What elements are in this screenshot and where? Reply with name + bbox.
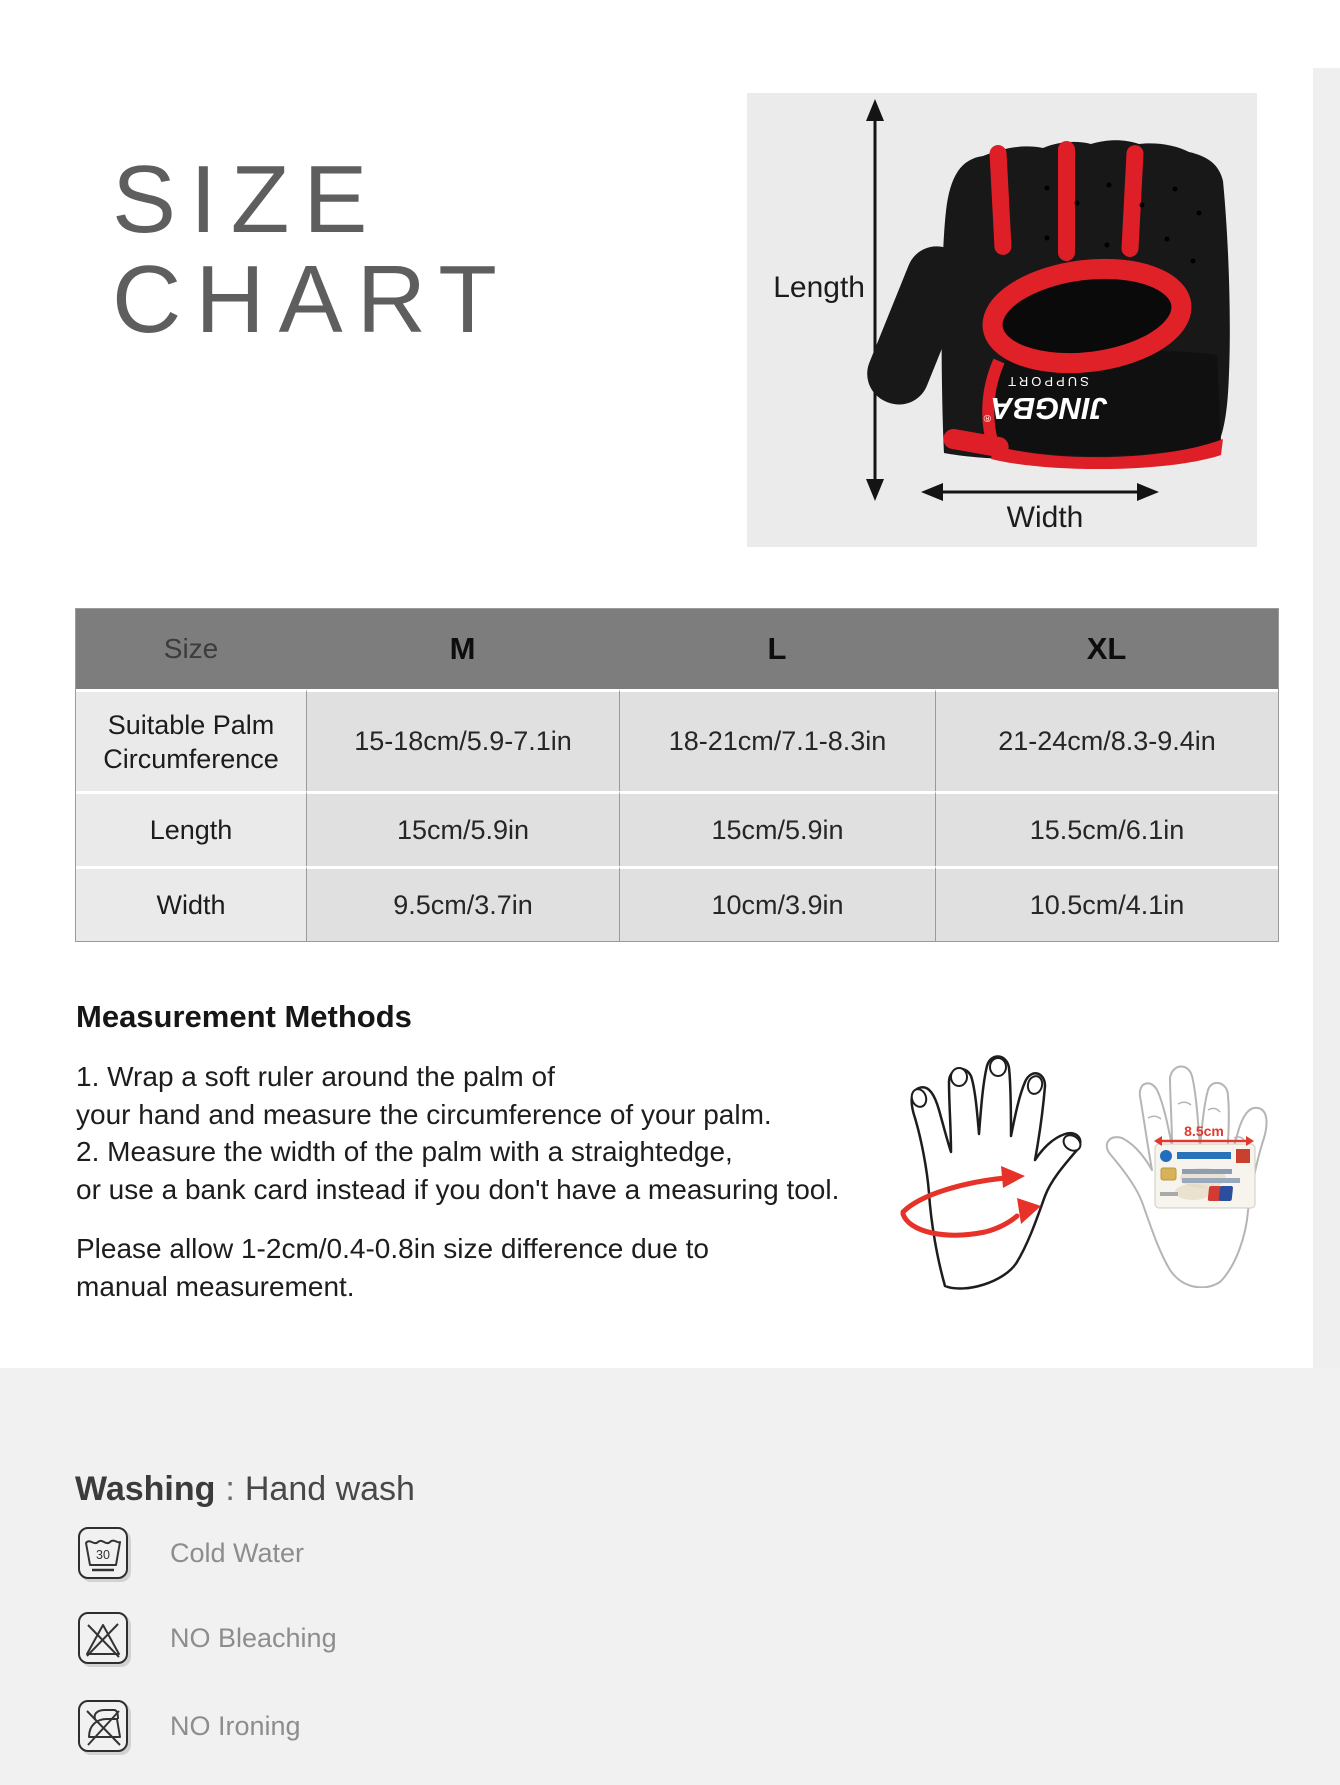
bank-card-graphic [1155,1144,1255,1208]
page-title [112,146,511,353]
care-item-cold-water [78,1527,304,1579]
washing-method: Hand wash [244,1470,415,1508]
size-table-header-xl: XL [935,609,1278,689]
table-cell: 15cm/5.9in [619,791,935,866]
size-table-header-l: L [619,609,935,689]
glove-illustration [747,93,1257,547]
wash-30-icon [78,1527,128,1579]
measurement-instructions [76,1058,839,1208]
table-cell: 9.5cm/3.7in [306,866,619,941]
brand-reg-mark: ® [983,412,991,423]
care-item-no-bleaching [78,1612,337,1664]
wash-temp-value: 30 [96,1548,110,1562]
page-title-line2: CHART [112,246,511,353]
glove-diagram-box [747,93,1257,547]
size-table-header-size: Size [76,609,306,689]
glove-graphic [858,140,1230,469]
table-cell: 10.5cm/4.1in [935,866,1278,941]
instruction-line: or use a bank card instead if you don't have a measuring tool. [76,1173,840,1205]
washing-separator: : [225,1470,235,1508]
palm-circumference-hand-illustration [885,1018,1100,1290]
care-label: Cold Water [170,1537,305,1568]
table-cell: 10cm/3.9in [619,866,935,941]
instruction-line: your hand and measure the circumference of your palm. [76,1098,772,1130]
length-arrow [866,99,884,501]
width-arrow [921,483,1159,501]
bank-card-width-hand-illustration [1100,1026,1290,1288]
length-dimension-label: Length [773,271,865,304]
care-item-no-ironing [78,1700,301,1752]
no-iron-icon [78,1700,128,1752]
instruction-line: 2. Measure the width of the palm with a straightedge, [76,1136,733,1167]
table-cell: 21-24cm/8.3-9.4in [935,689,1278,791]
table-cell: 18-21cm/7.1-8.3in [619,689,935,791]
care-label: NO Bleaching [170,1622,337,1653]
width-dimension-label: Width [1006,501,1084,534]
note-line: Please allow 1-2cm/0.4-0.8in size difference due to [76,1233,709,1264]
care-label: NO Ironing [170,1710,301,1741]
washing-title: Washing [75,1470,216,1508]
measurement-methods-heading: Measurement Methods [76,999,412,1034]
instruction-line: 1. Wrap a soft ruler around the palm of [76,1061,555,1092]
page-title-line1: SIZE [112,146,382,253]
note-line: manual measurement. [76,1270,355,1302]
table-row-label-palm: Suitable Palm Circumference [76,689,306,791]
card-width-value: 8.5cm [1184,1123,1224,1139]
size-table-header-m: M [306,609,619,689]
table-row-label-length: Length [76,791,306,866]
washing-heading [75,1470,415,1509]
table-cell: 15cm/5.9in [306,791,619,866]
table-row-label-width: Width [76,866,306,941]
no-bleach-icon [78,1612,128,1664]
table-cell: 15-18cm/5.9-7.1in [306,689,619,791]
measurement-tolerance-note [76,1230,709,1305]
brand-name: JINGBA [990,391,1108,426]
brand-subtext: SUPPORT [1005,374,1089,389]
size-table [75,608,1279,942]
table-cell: 15.5cm/6.1in [935,791,1278,866]
